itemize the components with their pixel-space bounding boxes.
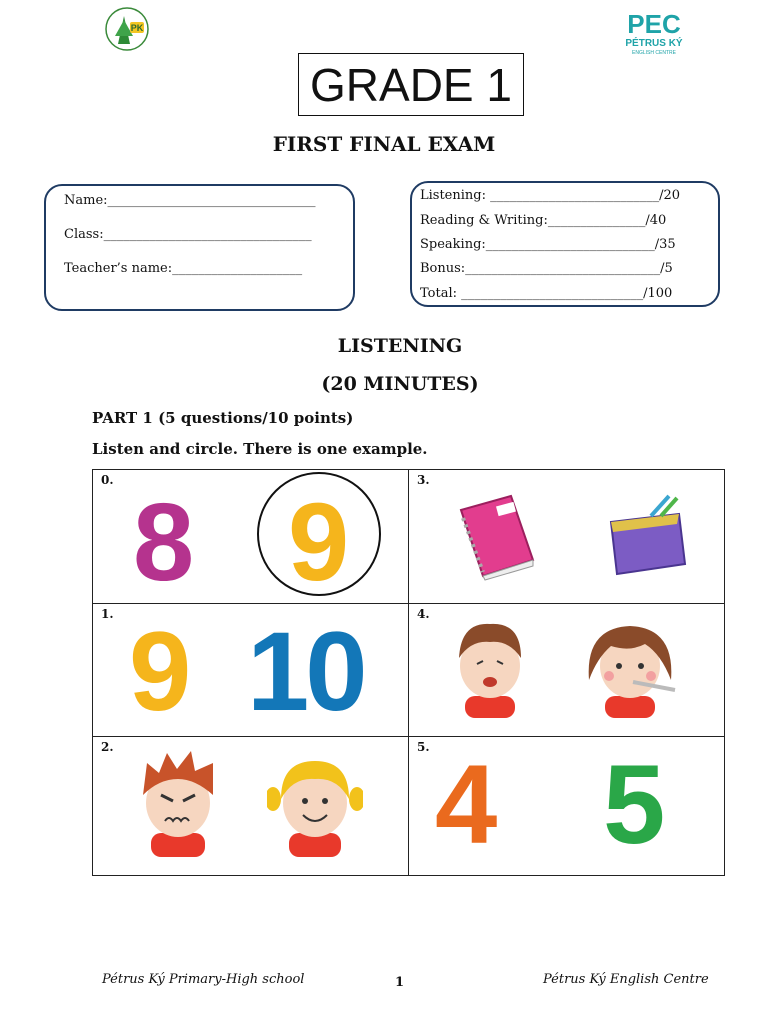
question-number: 0. xyxy=(101,473,114,487)
boy-sore-throat-icon[interactable] xyxy=(449,618,531,718)
purple-pencil-case-icon[interactable] xyxy=(607,492,691,578)
name-field[interactable]: Name:________________________________ xyxy=(64,193,316,208)
question-number: 2. xyxy=(101,740,114,754)
answer-option-right[interactable]: 10 xyxy=(247,609,364,734)
question-cell xyxy=(409,737,725,876)
total-score-field[interactable]: Total: ____________________________/100 xyxy=(420,286,673,301)
instruction: Listen and circle. There is one example. xyxy=(92,440,428,458)
question-cell xyxy=(409,470,725,604)
svg-text:PÉTRUS KÝ: PÉTRUS KÝ xyxy=(625,38,683,49)
listening-score-field[interactable]: Listening: __________________________/20 xyxy=(420,188,681,203)
exam-title: FIRST FINAL EXAM xyxy=(272,132,496,156)
happy-girl-icon[interactable] xyxy=(267,751,363,857)
grade-title: GRADE 1 xyxy=(298,53,524,116)
footer-centre: Pétrus Ký English Centre xyxy=(543,972,709,987)
answer-option-right[interactable]: 9 xyxy=(288,481,350,604)
question-cell xyxy=(93,604,409,737)
pec-logo-icon xyxy=(618,8,690,56)
answer-option-left[interactable]: 4 xyxy=(435,742,498,867)
question-number: 4. xyxy=(417,607,430,621)
page-number: 1 xyxy=(395,975,405,990)
question-cell xyxy=(93,470,409,604)
class-field[interactable]: Class:________________________________ xyxy=(64,227,312,242)
teacher-name-field[interactable]: Teacher’s name:____________________ xyxy=(64,261,303,276)
pec-logo xyxy=(618,8,690,56)
pink-notebook-icon[interactable] xyxy=(441,490,541,582)
angry-boy-icon[interactable] xyxy=(133,745,223,857)
student-info-box xyxy=(44,184,355,311)
bonus-score-field[interactable]: Bonus:______________________________/5 xyxy=(420,261,673,276)
question-cell xyxy=(93,737,409,876)
section-title: LISTENING xyxy=(337,335,463,357)
school-tree-logo-icon xyxy=(104,6,150,52)
speaking-score-field[interactable]: Speaking:__________________________/35 xyxy=(420,237,676,252)
answer-option-left[interactable]: 9 xyxy=(129,609,192,734)
score-box xyxy=(410,181,720,307)
part-heading: PART 1 (5 questions/10 points) xyxy=(92,409,354,427)
question-cell xyxy=(409,604,725,737)
answer-option-right[interactable]: 5 xyxy=(603,742,666,867)
section-duration: (20 MINUTES) xyxy=(321,373,479,395)
question-grid xyxy=(92,469,725,876)
question-number: 3. xyxy=(417,473,430,487)
reading-writing-score-field[interactable]: Reading & Writing:_______________/40 xyxy=(420,213,667,228)
school-logo xyxy=(104,6,150,52)
svg-text:PEC: PEC xyxy=(627,9,681,39)
question-number: 5. xyxy=(417,740,430,754)
question-number: 1. xyxy=(101,607,114,621)
svg-text:PK: PK xyxy=(130,23,144,33)
girl-fever-thermometer-icon[interactable] xyxy=(575,618,685,718)
footer-school: Pétrus Ký Primary-High school xyxy=(102,972,305,987)
answer-option-left[interactable]: 8 xyxy=(133,481,195,604)
svg-text:ENGLISH CENTRE: ENGLISH CENTRE xyxy=(632,50,676,56)
